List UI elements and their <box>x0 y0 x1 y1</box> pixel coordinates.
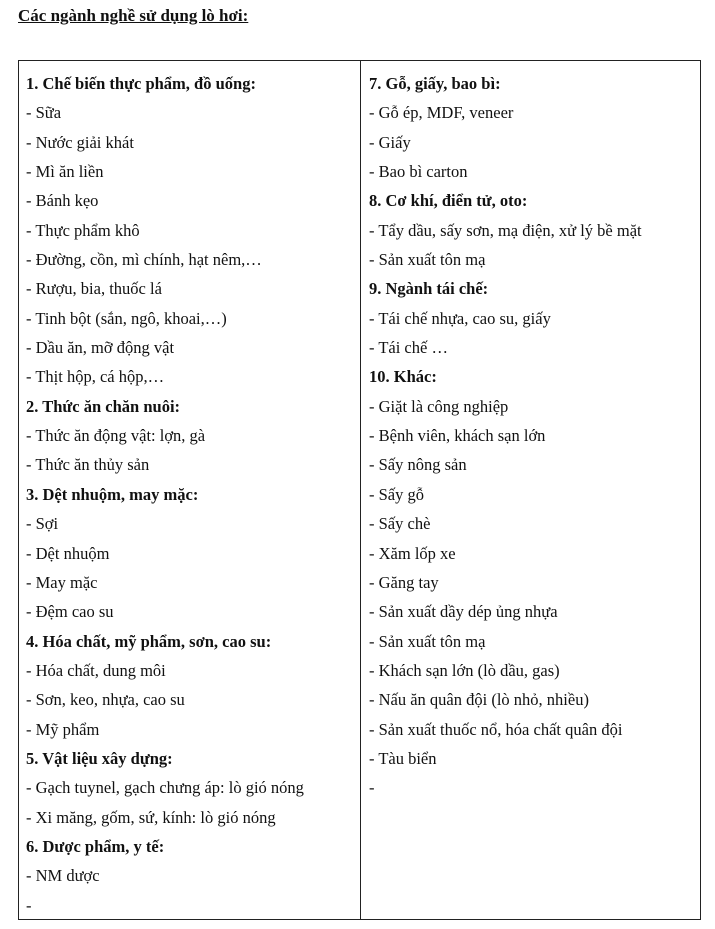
list-item: - NM dược <box>26 866 100 886</box>
list-item: - Sản xuất dầy dép ủng nhựa <box>369 602 558 622</box>
list-item: - Xăm lốp xe <box>369 543 456 563</box>
list-item: - Sấy gỗ <box>369 484 424 504</box>
section-heading: 3. Dệt nhuộm, may mặc: <box>26 484 199 504</box>
list-item: - Giấy <box>369 132 411 152</box>
industries-table <box>18 60 701 920</box>
list-item: - Tái chế nhựa, cao su, giấy <box>369 308 551 328</box>
right-column <box>369 69 699 803</box>
list-item: - Thức ăn động vật: lợn, gà <box>26 426 206 446</box>
list-item: - Hóa chất, dung môi <box>26 660 166 680</box>
column-divider <box>360 61 361 919</box>
section-heading: 8. Cơ khí, điển tử, oto: <box>369 191 528 211</box>
list-item: - Gạch tuynel, gạch chưng áp: lò gió nóng <box>26 778 304 798</box>
list-item: - Mì ăn liền <box>26 162 104 182</box>
list-item: - Đệm cao su <box>26 602 114 622</box>
list-item: - <box>26 895 32 915</box>
list-item: - Bánh kẹo <box>26 191 99 211</box>
section-heading: 2. Thức ăn chăn nuôi: <box>26 396 181 416</box>
list-item: - Tinh bột (sắn, ngô, khoai,…) <box>26 308 227 328</box>
list-item: - Tái chế … <box>369 338 448 358</box>
list-item: - Sợi <box>26 514 59 534</box>
list-item: - Sản xuất tôn mạ <box>369 631 486 651</box>
list-item: - Sữa <box>26 103 62 123</box>
list-item: - Thức ăn thủy sản <box>26 455 150 475</box>
list-item: - Rượu, bia, thuốc lá <box>26 279 162 299</box>
list-item: - Nước giải khát <box>26 132 134 152</box>
list-item: - Dệt nhuộm <box>26 543 110 563</box>
list-item: - Đường, cồn, mì chính, hạt nêm,… <box>26 250 262 270</box>
section-heading: 9. Ngành tái chế: <box>369 279 489 299</box>
left-column <box>26 69 356 920</box>
list-item: - Sản xuất tôn mạ <box>369 250 486 270</box>
list-item: - Bao bì carton <box>369 162 468 182</box>
list-item: - Tàu biển <box>369 748 437 768</box>
list-item: - Tẩy dầu, sấy sơn, mạ điện, xử lý bề mặt <box>369 220 642 240</box>
list-item: - Bệnh viên, khách sạn lớn <box>369 426 546 446</box>
list-item: - Sản xuất thuốc nổ, hóa chất quân đội <box>369 719 623 739</box>
list-item: - Găng tay <box>369 572 439 592</box>
list-item: - Xi măng, gốm, sứ, kính: lò gió nóng <box>26 807 276 827</box>
list-item: - Nấu ăn quân đội (lò nhỏ, nhiều) <box>369 690 589 710</box>
list-item: - May mặc <box>26 572 98 592</box>
section-heading: 6. Dược phẩm, y tế: <box>26 836 165 856</box>
section-heading: 7. Gỗ, giấy, bao bì: <box>369 74 501 93</box>
document-title: Các ngành nghề sử dụng lò hơi: <box>18 6 249 25</box>
section-heading: 4. Hóa chất, mỹ phẩm, sơn, cao su: <box>26 631 272 651</box>
list-item: - <box>369 778 375 798</box>
list-item: - Thực phẩm khô <box>26 220 140 240</box>
section-heading: 5. Vật liệu xây dựng: <box>26 748 173 768</box>
list-item: - Dầu ăn, mỡ động vật <box>26 338 175 358</box>
list-item: - Khách sạn lớn (lò dầu, gas) <box>369 660 560 680</box>
list-item: - Mỹ phẩm <box>26 719 100 739</box>
list-item: - Gỗ ép, MDF, veneer <box>369 103 514 123</box>
section-heading: 10. Khác: <box>369 367 437 387</box>
section-heading: 1. Chế biến thực phẩm, đồ uống: <box>26 74 256 93</box>
list-item: - Sấy chè <box>369 514 431 534</box>
list-item: - Thịt hộp, cá hộp,… <box>26 367 165 387</box>
list-item: - Giặt là công nghiệp <box>369 396 509 416</box>
list-item: - Sấy nông sản <box>369 455 467 475</box>
list-item: - Sơn, keo, nhựa, cao su <box>26 690 185 710</box>
